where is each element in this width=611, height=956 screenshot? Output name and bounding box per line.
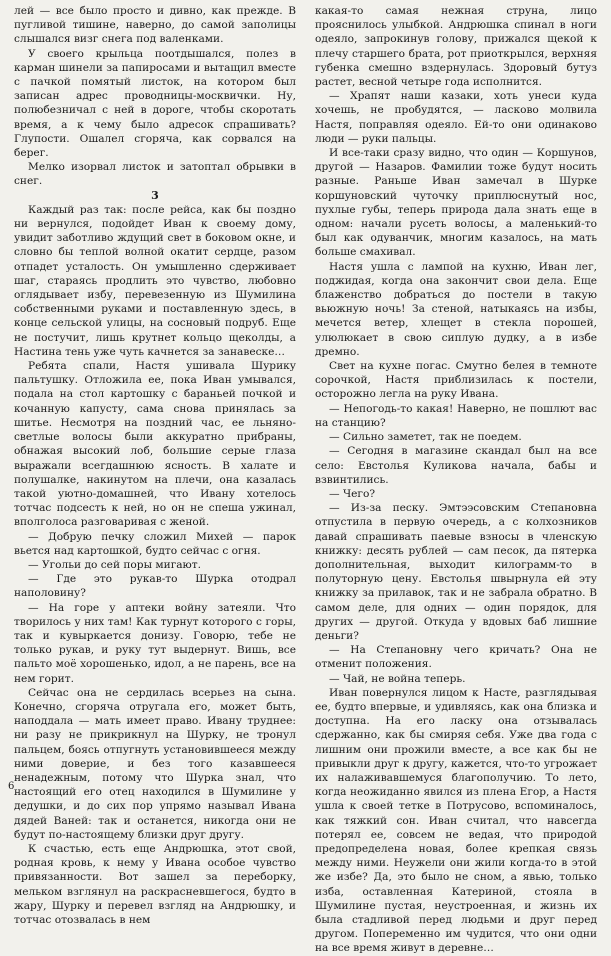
paragraph: Настя ушла с лампой на кухню, Иван лег, поджидая, когда она закончит свои дела. Еще блаженство добраться до постели в такую вьюжную ночь! За стеной, натыкаясь на избы, мечется ветер, хлещет в стекла порошей, улюлюкает в свою сиплую дудку, а в избе дремно. — [315, 260, 597, 358]
dialogue-line: — Чего? — [329, 487, 376, 500]
right-column — [315, 4, 597, 956]
dialogue-line: — Угольи до сей поры мигают. — [28, 558, 202, 571]
paragraph: Ребята спали, Настя ушивала Шурику пальтушку. Отложила ее, пока Иван умывался, подала на стол картошку с бараньей почкой и кочанную капусту, сама снова принялась за шитье. Несмотря на поздний час, ее льняно-светлые волосы были аккуратно прибраны, обнажая высокий лоб, большие серые глаза выражали всегдашнюю ясность. В халате и полушалке, накинутом на плечи, она казалась такой уютно-домашней, что Ивану хотелось тотчас подсесть к ней, но он не спеша ужинал, вполголоса разговаривая с женой. — [14, 360, 296, 529]
left-column — [14, 4, 296, 927]
dialogue-line: — Из-за песку. Эмтээсовским Степановна отпустила в первую очередь, а с колхозников давай спрашивать паевые взносы в членскую книжку: десять рублей — сам песок, да пятерка дополнительная, выходит килограмм-то в полуторную цену. Евстолья швырнула ей эту книжку за прилавок, так и не забрала обратно. В самом деле, для одних — один порядок, для других — другой. Откуда у вдовых баб лишние деньги? — [315, 502, 597, 642]
chapter-number: 3 — [151, 188, 159, 202]
page-number: 6 — [8, 781, 15, 792]
dialogue-line: — Где это рукав-то Шурка отодрал наполовину? — [14, 573, 296, 600]
paragraph: У своего крыльца поотдышался, полез в карман шинели за папиросами и вытащил вместе с пачкой помятый листок, на котором был записан адрес проводницы-москвички. Ну, полюбезничал с ней в дороге, чтобы скоротать время, а к чему было адресок спрашивать? Глупости. Ошалел сгоряча, как сорвался на берег. — [14, 47, 296, 160]
paragraph: Свет на кухне погас. Смутно белея в темноте сорочкой, Настя приблизилась к постели, осторожно легла на руку Ивана. — [315, 360, 597, 401]
paragraph: И все-таки сразу видно, что один — Коршунов, другой — Назаров. Фамилии тоже будут носить разные. Раньше Иван замечал в Шурке коршуновский чуточку приплюснутый нос, пухлые губы, теперь природа дала знать еще в одном: начали русеть волосы, а маленький-то был как одуванчик, многим казалось, на мать больше смахивал. — [315, 147, 597, 259]
paragraph: Сейчас она не сердилась всерьез на сына. Конечно, сгоряча отругала его, может быть, наподдала — мать имеет право. Ивану труднее: ни разу не прикрикнул на Шурку, не тронул пальцем, боясь отпугнуть установившееся между ними доверие, и без того казавшееся ненадежным, потому что Шурка знал, что настоящий его отец находился в Шумилине у дедушки, и до сих пор упрямо называл Ивана дядей Ваней: так и останется, никогда они не будут по-настоящему близки друг другу. — [14, 686, 296, 841]
dialogue-line: — Храпят наши казаки, хоть унеси куда хочешь, не пробудятся, — ласково молвила Настя, поправляя одеяло. Ей-то они одинаково люди — руки пальцы. — [315, 90, 597, 145]
paragraph: Каждый раз так: после рейса, как бы поздно ни вернулся, подойдет Иван к своему дому, увидит заботливо ждущий свет в боковом окне, и словно бы теплой волной окатит сердце, разом отпадет усталость. Он умышленно сдерживает шаг, стараясь продлить это чувство, любовно оглядывает избу, перевезенную из Шумилина собственными руками и поставленную здесь, в конце сельской улицы, на сосновый подруб. Еще не постучит, лишь крутнет кольцо щеколды, а Настина тень уже чуть качнется за занавеске… — [14, 203, 296, 358]
paragraph: Иван повернулся лицом к Насте, разглядывая ее, будто впервые, и удивляясь, как она близка и доступна. На его ласку она отзывалась сдержанно, как бы смиряя себя. Уже два года с лишним они прожили вместе, а все как бы не привыкли друг к другу, кажется, что-то угрожает их налаживавшемуся благополучию. То лето, когда неожиданно явился из плена Егор, а Настя ушла к своей тетке в Потрусово, вспоминалось, как тяжкий сон. Иван считал, что навсегда потерял ее, совсем не ведая, что природой предопределена новая, более крепкая связь между ними. Неужели они жили когда-то в этой же избе? Да, это было не сном, а явью, только изба, оставленная Катериной, стояла в Шумилине пустая, неустроенная, и жизнь их была стадливой перед людьми и друг перед другом. Попеременно им чудится, что они одни на все время живут в деревне… — [315, 686, 597, 955]
dialogue-line: — На Степановну чего кричать? Она не отменит положения. — [315, 644, 597, 671]
dialogue-line: — Добрую печку сложил Михей — парок вьется над картошкой, будто сейчас с огня. — [14, 530, 296, 557]
dialogue-line: — Сильно заметет, так не поедем. — [329, 431, 522, 444]
dialogue-line: — Непогодь-то какая! Наверно, не пошлют вас на станцию? — [315, 402, 597, 429]
paragraph: Мелко изорвал листок и затоптал обрывки в снег. — [14, 161, 296, 188]
paragraph: К счастью, есть еще Андрюшка, этот свой, родная кровь, к нему у Ивана особое чувство привязанности. Вот зашел за переборку, мельком взглянул на раскрасневшегося, будто в жару, Шурку и перевел взгляд на Андрюшку, и тотчас отозвалась в нем — [14, 842, 296, 926]
paragraph: лей — все было просто и дивно, как прежде. В пугливой тишине, наверно, до самой заполицы слышался визг снега под валенками. — [14, 5, 296, 46]
dialogue-line: — На горе у аптеки войну затеяли. Что творилось у них там! Как турнут которого с горы, так и кувыркается донизу. Говорю, тебе не только рукав, и руку тут выдернут. Вишь, все пальто моё хорошенько, идол, а не парень, все на нем горит. — [14, 601, 296, 685]
dialogue-line: — Чай, не война теперь. — [329, 672, 466, 685]
paragraph: какая-то самая нежная струна, лицо прояснилось улыбкой. Андрюшка спинал в ноги одеяло, запрокинув голову, прижался щекой к плечу старшего брата, рот приоткрылся, верхняя губенка смешно вздернулась. Здоровый бутуз растет, весной четыре года исполнится. — [315, 5, 597, 89]
dialogue-line: — Сегодня в магазине скандал был на все село: Евстолья Куликова начала, бабы и взвинтились. — [315, 445, 597, 486]
